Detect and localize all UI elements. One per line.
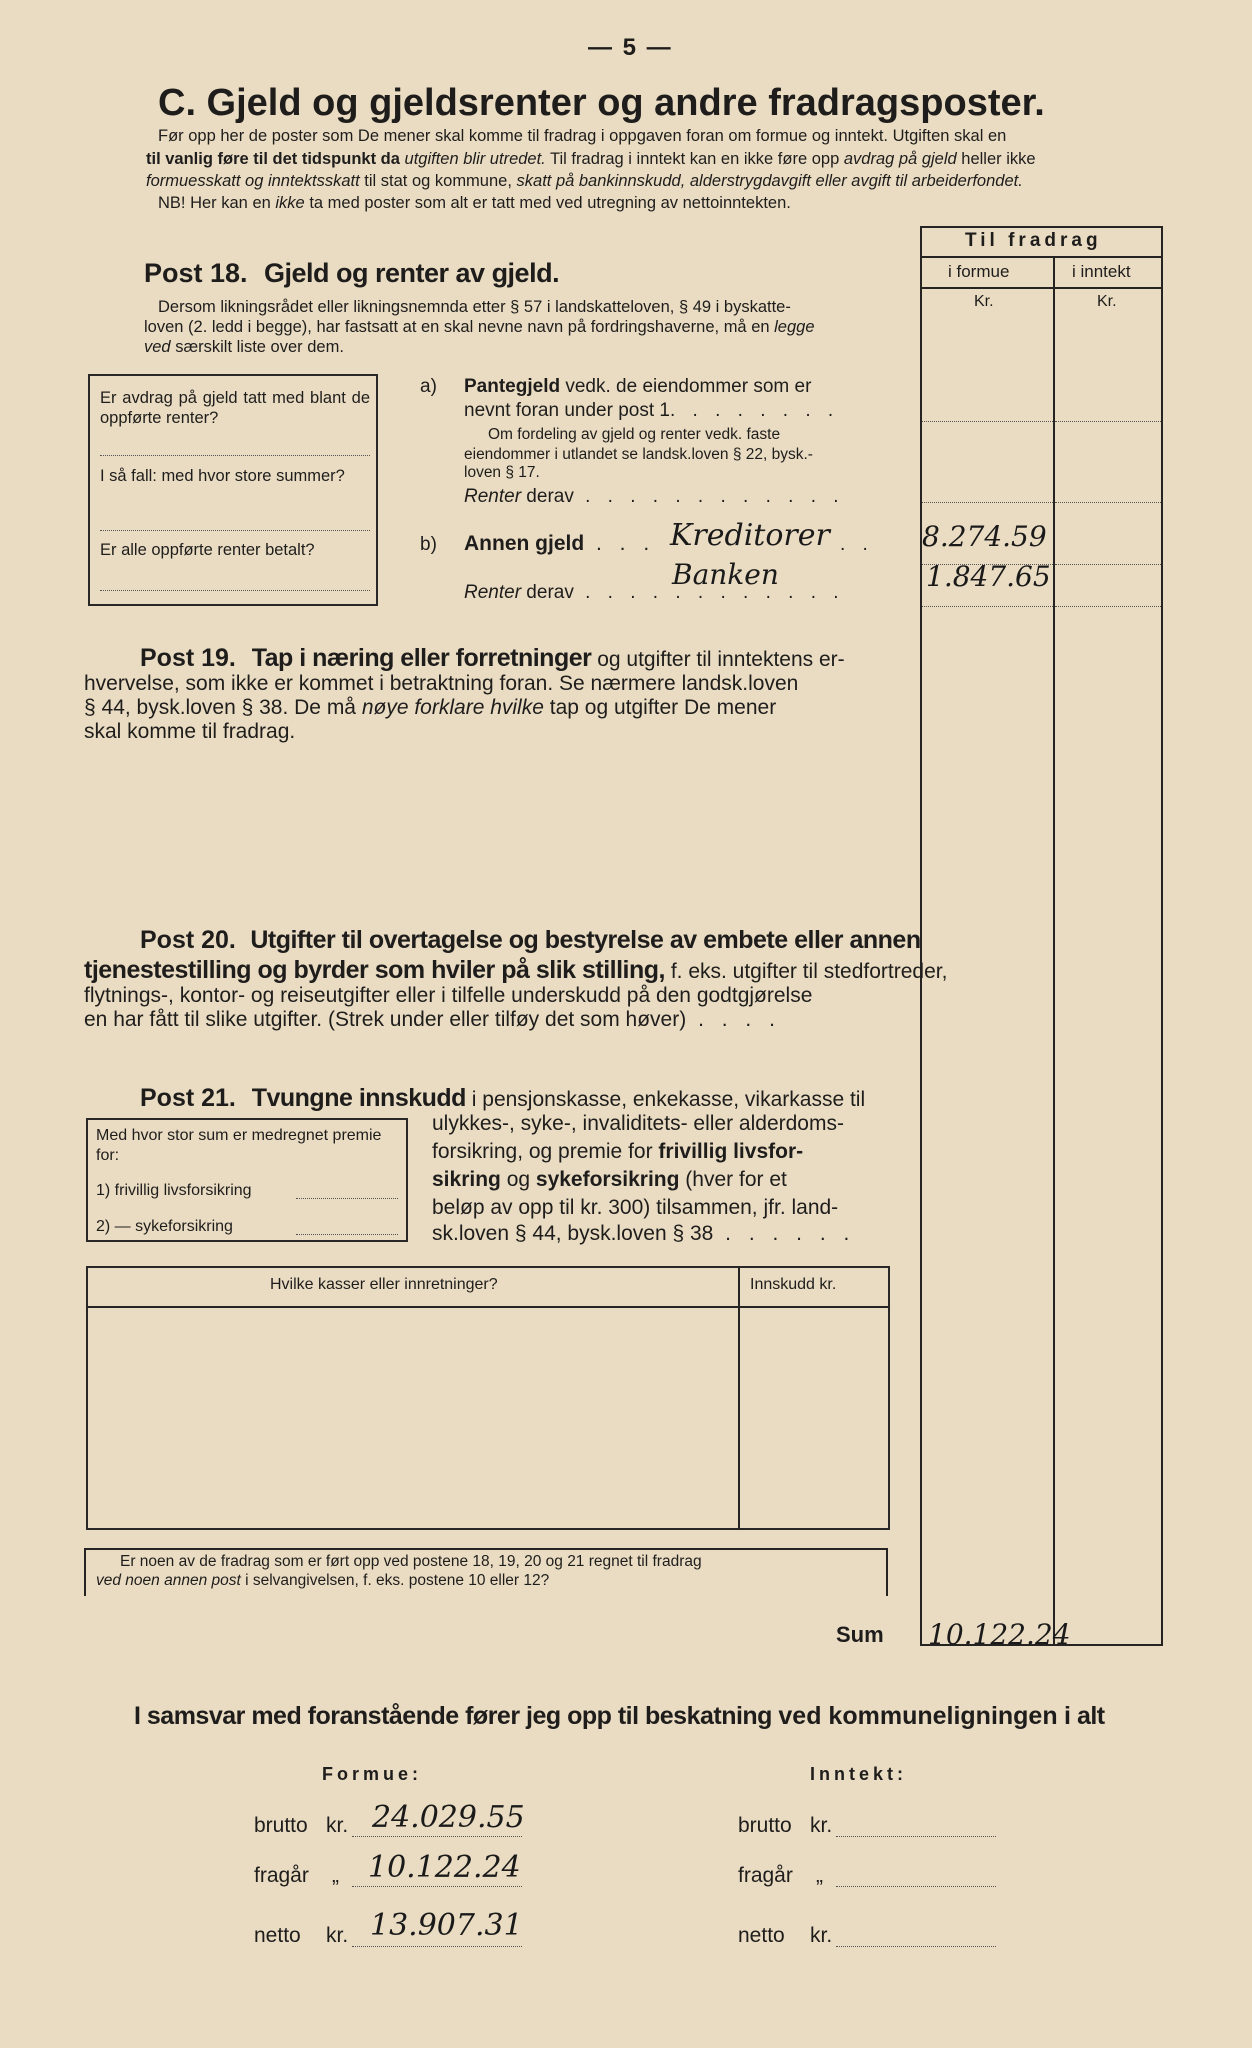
premium-item-2-field[interactable] — [296, 1234, 398, 1235]
intro-italic: avdrag på gjeld — [843, 150, 957, 168]
post-21-text: forsikring, og premie for — [432, 1140, 659, 1163]
note-text: i selvangivelsen, f. eks. postene 10 eller 12? — [240, 1572, 550, 1589]
post-21-line-1 — [140, 1084, 865, 1113]
post-18-question-3: Er alle oppførte renter betalt? — [100, 541, 315, 559]
dot-leader: . . . . . . — [713, 1222, 856, 1245]
intro-text: til stat og kommune, — [359, 172, 517, 190]
post-19-line-3 — [84, 696, 776, 720]
post-18-label: Post 18. — [144, 258, 248, 288]
post-18-desc-2 — [144, 318, 815, 337]
inntekt-netto-label: netto — [738, 1924, 785, 1947]
intro-italic: utgiften blir utredet. — [404, 150, 546, 168]
post-18-desc-3 — [144, 338, 344, 357]
post-21-line-2: ulykkes-, syke-, invaliditets- eller alderdoms- — [432, 1112, 844, 1135]
intro-text: NB! Her kan en — [158, 194, 276, 212]
inntekt-fragar-label: fragår — [738, 1864, 793, 1887]
inntekt-brutto-field[interactable] — [836, 1836, 996, 1837]
post-18-question-2: I så fall: med hvor store summer? — [100, 467, 345, 485]
post-21-text: i pensjonskasse, enkekasse, vikarkasse til — [465, 1088, 866, 1111]
fradrag-title: Til fradrag — [965, 230, 1102, 251]
item-a-text: nevnt foran under post 1 — [464, 400, 670, 421]
post-20-line-2 — [84, 956, 947, 985]
dot-leader: . . — [840, 534, 874, 555]
item-a-renter — [464, 486, 845, 508]
post-21-line-4 — [432, 1168, 787, 1192]
intro-line-2 — [146, 150, 1036, 169]
kasser-table-body[interactable] — [88, 1308, 736, 1528]
post-19-text: § 44, bysk.loven § 38. De må — [84, 696, 362, 719]
item-b-line-1 — [464, 532, 655, 556]
formue-brutto-kr: kr. — [326, 1814, 349, 1837]
item-a-bold: Pantegjeld — [464, 376, 561, 397]
post-19-text: og utgifter til inntektens er- — [591, 648, 845, 671]
sum-value[interactable]: 10.122.24 — [928, 1618, 1071, 1651]
col-inntekt-header: i inntekt — [1072, 262, 1131, 281]
conclusion-text: I samsvar med foranstående fører jeg opp til beskatning — [134, 1702, 779, 1730]
post-21-line-6 — [432, 1222, 855, 1246]
post-19-line-4: skal komme til fradrag. — [84, 720, 296, 743]
inntekt-netto-kr: kr. — [810, 1924, 833, 1947]
inntekt-fragar-field[interactable] — [836, 1886, 996, 1887]
formue-fragar-value[interactable]: 10.122.24 — [368, 1850, 521, 1885]
item-a-line-1 — [464, 376, 811, 398]
post-21-text: og — [500, 1168, 536, 1191]
item-a-text: vedk. de eiendommer som er — [560, 376, 812, 397]
post-20-line-1 — [140, 926, 921, 955]
premium-item-1: 1) frivillig livsforsikring — [96, 1182, 252, 1199]
post-21-bold: sykeforsikring — [535, 1168, 680, 1191]
dot-leader: . . . . . . . . — [669, 400, 840, 421]
post-19-italic: nøye forklare hvilke — [361, 696, 544, 719]
sum-label: Sum — [836, 1622, 884, 1647]
post-20-label: Post 20. — [140, 926, 236, 954]
item-a-note-1: Om fordeling av gjeld og renter vedk. faste — [488, 426, 781, 443]
post-21-bold: sikring — [432, 1168, 501, 1191]
formue-netto-label: netto — [254, 1924, 301, 1947]
unit-inntekt: Kr. — [1097, 293, 1117, 310]
item-a-note-2: eiendommer i utlandet se landsk.loven § 22, bysk.- — [464, 446, 813, 463]
dot-leader: . . . . — [686, 1008, 781, 1031]
formue-brutto-value[interactable]: 24.029.55 — [372, 1800, 525, 1835]
post-21-label: Post 21. — [140, 1084, 236, 1112]
post-21-line-3 — [432, 1140, 803, 1164]
item-a-note-3: loven § 17. — [464, 464, 540, 481]
post-21-text: (hver for et — [679, 1168, 787, 1191]
post-18-title: Gjeld og renter av gjeld. — [264, 258, 560, 288]
inntekt-brutto-label: brutto — [738, 1814, 792, 1837]
innskudd-col-header: Innskudd kr. — [750, 1276, 837, 1293]
post-18-desc-1: Dersom likningsrådet eller likningsnemnda etter § 57 i landskatteloven, § 49 i byskatte- — [158, 298, 791, 316]
post-21-bold: frivillig livsfor- — [658, 1140, 804, 1163]
item-b-renter — [464, 582, 845, 604]
renter-italic: Renter — [464, 486, 522, 507]
inntekt-fragar-kr: „ — [816, 1864, 823, 1887]
post-20-text: f. eks. utgifter til stedfortreder, — [664, 960, 948, 983]
dot-leader: . . . . . . . . . . . . — [573, 582, 845, 603]
formue-fragar-label: fragår — [254, 1864, 309, 1887]
derav-text: derav — [521, 486, 574, 507]
intro-text: Til fradrag i inntekt kan en ikke føre opp — [545, 150, 844, 168]
formue-heading: Formue: — [322, 1764, 422, 1784]
conclusion-text: i alt — [1057, 1702, 1105, 1730]
handwritten-banken: Banken — [672, 558, 779, 591]
innskudd-table-body[interactable] — [740, 1308, 888, 1528]
inntekt-brutto-kr: kr. — [810, 1814, 833, 1837]
unit-formue: Kr. — [974, 293, 994, 310]
post-20-line-3: flytnings-, kontor- og reiseutgifter eller i tilfelle underskudd på den godtgjørelse — [84, 984, 813, 1007]
desc-text: loven (2. ledd i begge), har fastsatt at en skal nevne navn på fordringshaverne, må en — [144, 318, 775, 336]
conclusion-bold: ved kommuneligningen — [778, 1702, 1058, 1730]
kasser-col-header: Hvilke kasser eller innretninger? — [270, 1276, 498, 1293]
renter-italic: Renter — [464, 582, 522, 603]
page-number: — 5 — — [588, 34, 673, 61]
post-20-line-4 — [84, 1008, 781, 1032]
post-18-heading — [144, 258, 559, 289]
post-20-title-1: Utgifter til overtagelse og bestyrelse av embete eller annen — [250, 926, 921, 954]
post-21-text: sk.loven § 44, bysk.loven § 38 — [432, 1222, 714, 1245]
formue-brutto-label: brutto — [254, 1814, 308, 1837]
handwritten-kreditorer: Kreditorer — [670, 518, 830, 553]
intro-italic: formuesskatt og inntektsskatt — [146, 172, 360, 190]
item-a-line-2 — [464, 400, 839, 422]
post-21-line-5: beløp av opp til kr. 300) tilsammen, jfr. land- — [432, 1196, 839, 1219]
item-b-bold: Annen gjeld — [464, 532, 585, 555]
post-20-title-2: tjenestestilling og byrder som hviler på slik stilling, — [84, 956, 665, 984]
intro-text: til vanlig føre til det tidspunkt da — [146, 150, 405, 168]
desc-italic: legge — [774, 318, 815, 336]
formue-netto-kr: kr. — [326, 1924, 349, 1947]
intro-line-3 — [146, 172, 1023, 191]
value-formue-annen-gjeld[interactable]: 8.274.59 — [922, 520, 1047, 553]
desc-text: særskilt liste over dem. — [170, 338, 344, 356]
formue-netto-value[interactable]: 13.907.31 — [370, 1908, 523, 1943]
premium-item-2: 2) — sykeforsikring — [96, 1218, 233, 1235]
intro-italic: ikke — [275, 194, 305, 212]
intro-line-1: Før opp her de poster som De mener skal komme til fradrag i oppgaven foran om formue og inntekt. Utgiften skal en — [158, 127, 1007, 145]
item-b-label: b) — [420, 534, 437, 555]
intro-text: ta med poster som alt er tatt med ved utregning av nettoinntekten. — [304, 194, 791, 212]
post-19-text: tap og utgifter De mener — [543, 696, 777, 719]
note-line-1: Er noen av de fradrag som er ført opp ved postene 18, 19, 20 og 21 regnet til fradrag — [120, 1553, 702, 1570]
note-line-2 — [96, 1572, 549, 1590]
post-19-line-2: hvervelse, som ikke er kommet i betraktning foran. Se nærmere landsk.loven — [84, 672, 799, 695]
item-a-label: a) — [420, 376, 437, 397]
premium-item-1-field[interactable] — [296, 1198, 398, 1199]
premium-box-title: Med hvor stor sum er medregnet premie for: — [96, 1127, 382, 1164]
col-formue-header: i formue — [948, 262, 1010, 281]
desc-italic: ved — [144, 338, 171, 356]
post-19-line-1 — [140, 644, 845, 673]
post-20-text: en har fått til slike utgifter. (Strek under eller tilføy det som høver) — [84, 1008, 687, 1031]
intro-text: heller ikke — [956, 150, 1036, 168]
post-19-label: Post 19. — [140, 644, 236, 672]
post-19-title: Tap i næring eller forretninger — [251, 644, 592, 672]
note-italic: ved noen annen post — [96, 1572, 241, 1589]
dot-leader: . . . — [584, 532, 656, 555]
section-title: C. Gjeld og gjeldsrenter og andre fradragsposter. — [158, 82, 1045, 124]
dot-leader: . . . . . . . . . . . . — [573, 486, 845, 507]
formue-fragar-kr: „ — [332, 1864, 339, 1887]
intro-line-4 — [158, 194, 791, 213]
post-21-title: Tvungne innskudd — [251, 1084, 466, 1112]
post-18-question-1: Er avdrag på gjeld tatt med blant de oppførte renter? — [100, 389, 370, 427]
value-formue-renter[interactable]: 1.847.65 — [926, 560, 1051, 593]
intro-italic: skatt på bankinnskudd, alderstrygdavgift eller avgift til arbeiderfondet. — [516, 172, 1023, 190]
inntekt-heading: Inntekt: — [810, 1764, 907, 1784]
inntekt-netto-field[interactable] — [836, 1946, 996, 1947]
derav-text: derav — [521, 582, 574, 603]
conclusion-line — [134, 1702, 1105, 1731]
